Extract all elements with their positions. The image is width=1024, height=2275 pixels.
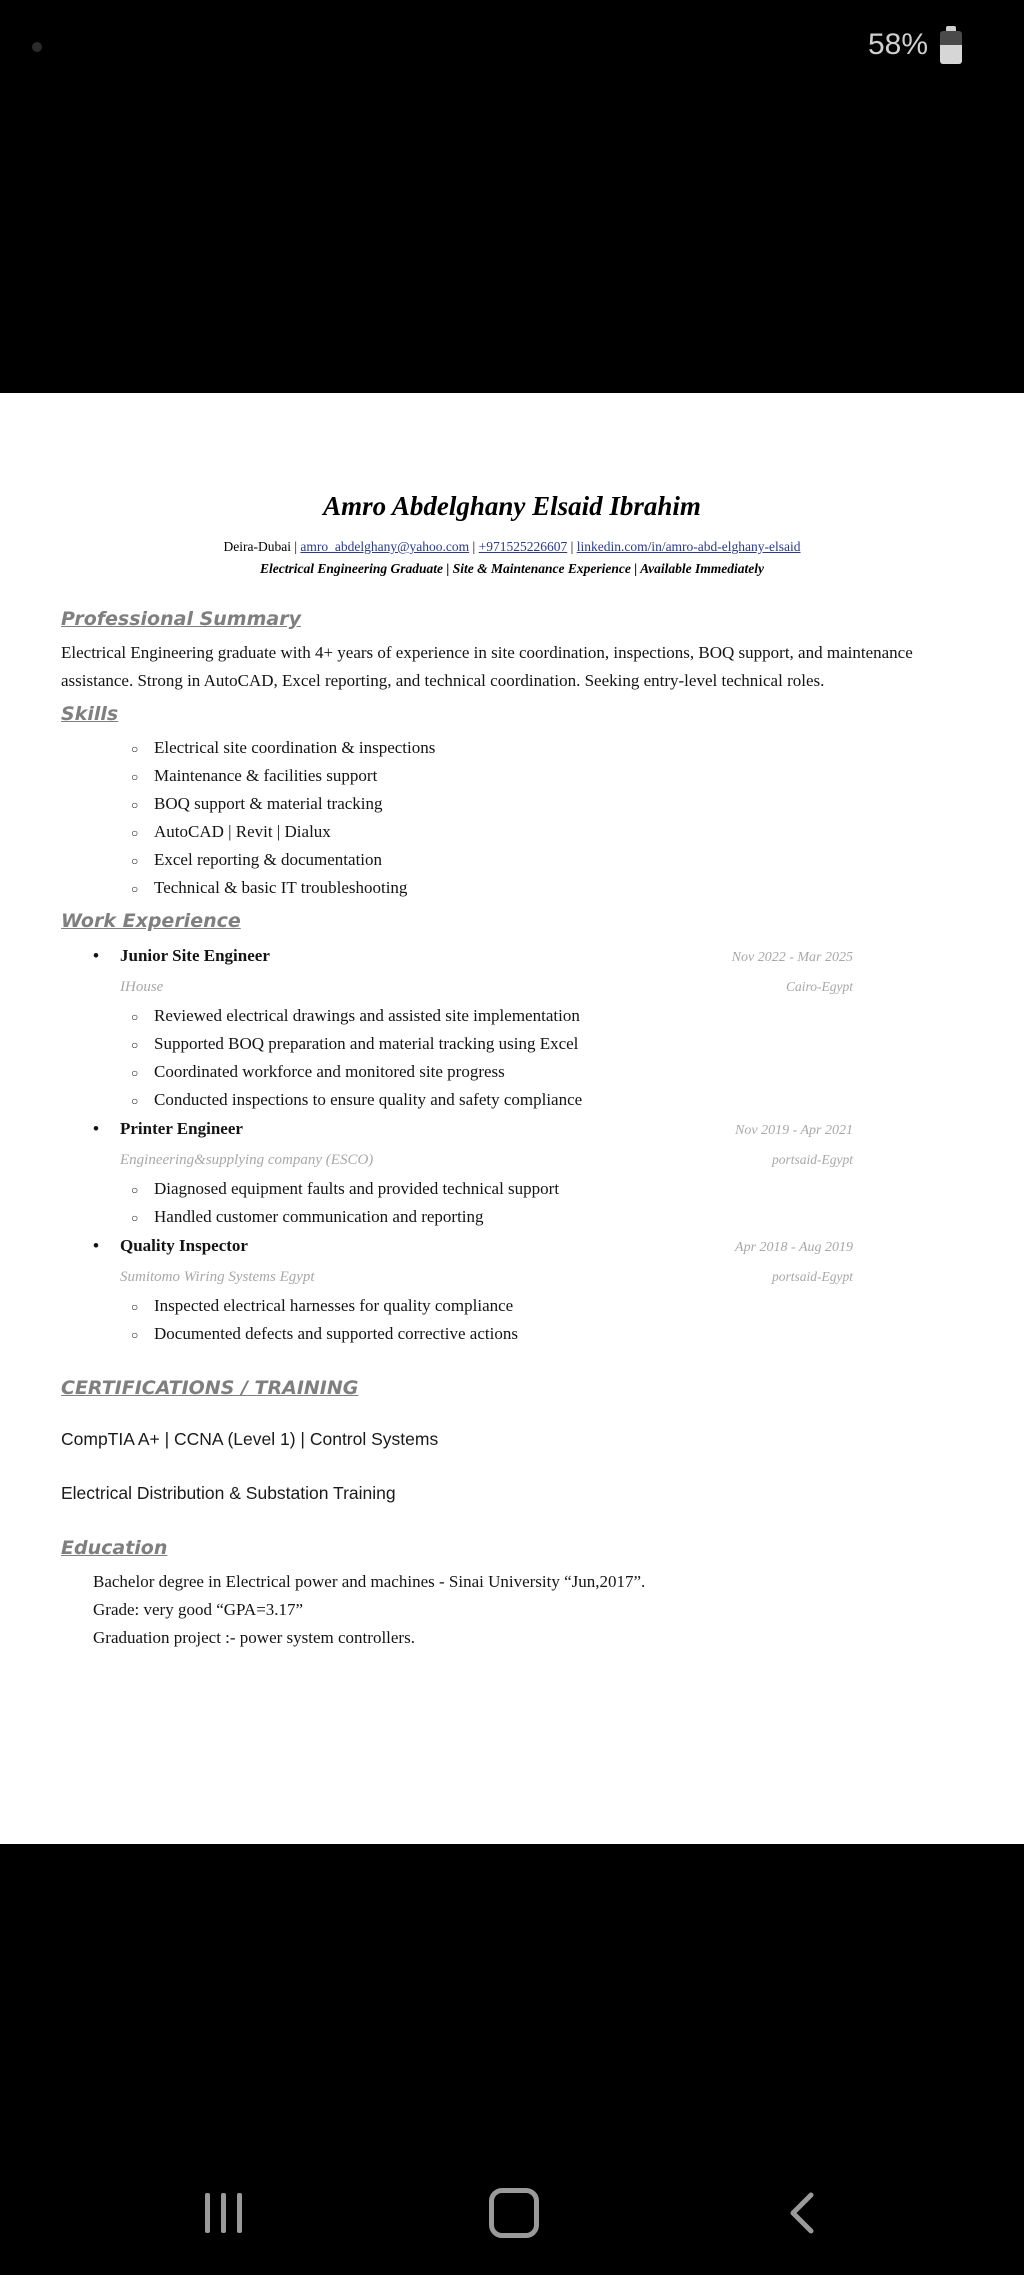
job-bullet: ○ Conducted inspections to ensure quality and safety compliance (61, 1086, 963, 1114)
job-dates: Nov 2019 - Apr 2021 (735, 1123, 853, 1138)
skill-item: ○ AutoCAD | Revit | Dialux (61, 818, 963, 846)
job-entry (61, 1114, 963, 1231)
job-bullet: ○ Handled customer communication and reporting (61, 1203, 963, 1231)
job-bullet: ○ Inspected electrical harnesses for quality compliance (61, 1292, 963, 1320)
job-dates: Apr 2018 - Aug 2019 (735, 1240, 853, 1255)
job-bullet-list (61, 1002, 963, 1114)
education-line: Graduation project :- power system controllers. (93, 1628, 415, 1647)
job-bullet: ○ Documented defects and supported corrective actions (61, 1320, 963, 1348)
job-location: Cairo-Egypt (786, 979, 853, 994)
section-heading-certifications: CERTIFICATIONS / TRAINING (61, 1377, 359, 1399)
resume-name: Amro Abdelghany Elsaid Ibrahim (323, 491, 701, 521)
job-bullet-list (61, 1175, 963, 1231)
job-bullet: ○ Reviewed electrical drawings and assisted site implementation (61, 1002, 963, 1030)
phone-link[interactable]: +971525226607 (478, 539, 568, 554)
battery-icon (940, 26, 962, 64)
home-icon[interactable] (489, 2188, 539, 2238)
email-link[interactable]: amro_abdelghany@yahoo.com (300, 539, 470, 554)
skill-item: ○ Maintenance & facilities support (61, 762, 963, 790)
linkedin-link[interactable]: linkedin.com/in/amro-abd-elghany-elsaid (576, 539, 801, 554)
resume-document[interactable] (0, 393, 1024, 1844)
contact-separator: | (570, 539, 574, 554)
education-line: Grade: very good “GPA=3.17” (93, 1600, 304, 1619)
professional-summary-text: Electrical Engineering graduate with 4+ years of experience in site coordination, inspections, BOQ support, and maintenance assistance. Strong in AutoCAD, Excel reporting, and technical coordination. Seeking entry-level technical roles. (61, 643, 913, 690)
job-title: • Quality Inspector (93, 1231, 248, 1260)
education-line: Bachelor degree in Electrical power and machines - Sinai University “Jun,2017”. (93, 1572, 646, 1591)
job-company: Sumitomo Wiring Systems Egypt (120, 1269, 315, 1285)
contact-separator: | (472, 539, 476, 554)
job-bullet: ○ Supported BOQ preparation and material tracking using Excel (61, 1030, 963, 1058)
job-location: portsaid-Egypt (772, 1269, 853, 1284)
camera-cutout (32, 42, 42, 52)
contact-separator: | (294, 539, 298, 554)
back-icon[interactable] (785, 2190, 819, 2236)
job-company: IHouse (120, 979, 164, 995)
job-entry (61, 941, 963, 1114)
status-bar (0, 0, 1024, 90)
job-dates: Nov 2022 - Mar 2025 (731, 950, 853, 965)
certification-line: Electrical Distribution & Substation Training (61, 1483, 396, 1503)
certification-line: CompTIA A+ | CCNA (Level 1) | Control Systems (61, 1429, 439, 1449)
battery-percent-label: 58% (867, 28, 928, 61)
resume-tagline: Electrical Engineering Graduate | Site & Maintenance Experience | Available Immediately (260, 561, 764, 576)
job-bullet: ○ Coordinated workforce and monitored site progress (61, 1058, 963, 1086)
section-heading-work-experience: Work Experience (61, 910, 241, 932)
battery-indicator (868, 26, 962, 64)
contact-line (61, 537, 963, 557)
recents-icon[interactable] (205, 2193, 242, 2233)
skill-item: ○ Technical & basic IT troubleshooting (61, 874, 963, 902)
job-company: Engineering&supplying company (ESCO) (120, 1152, 374, 1168)
skill-item: ○ BOQ support & material tracking (61, 790, 963, 818)
skill-item: ○ Excel reporting & documentation (61, 846, 963, 874)
job-entry (61, 1231, 963, 1348)
section-heading-professional-summary: Professional Summary (61, 608, 301, 630)
job-bullet-list (61, 1292, 963, 1348)
skills-list (61, 734, 963, 902)
job-title: • Junior Site Engineer (93, 941, 270, 970)
section-heading-skills: Skills (61, 703, 119, 725)
job-location: portsaid-Egypt (772, 1152, 853, 1167)
job-bullet: ○ Diagnosed equipment faults and provided technical support (61, 1175, 963, 1203)
contact-location: Deira-Dubai (223, 539, 291, 554)
job-title: • Printer Engineer (93, 1114, 243, 1143)
android-nav-bar (0, 2150, 1024, 2275)
section-heading-education: Education (61, 1537, 168, 1559)
skill-item: ○ Electrical site coordination & inspections (61, 734, 963, 762)
